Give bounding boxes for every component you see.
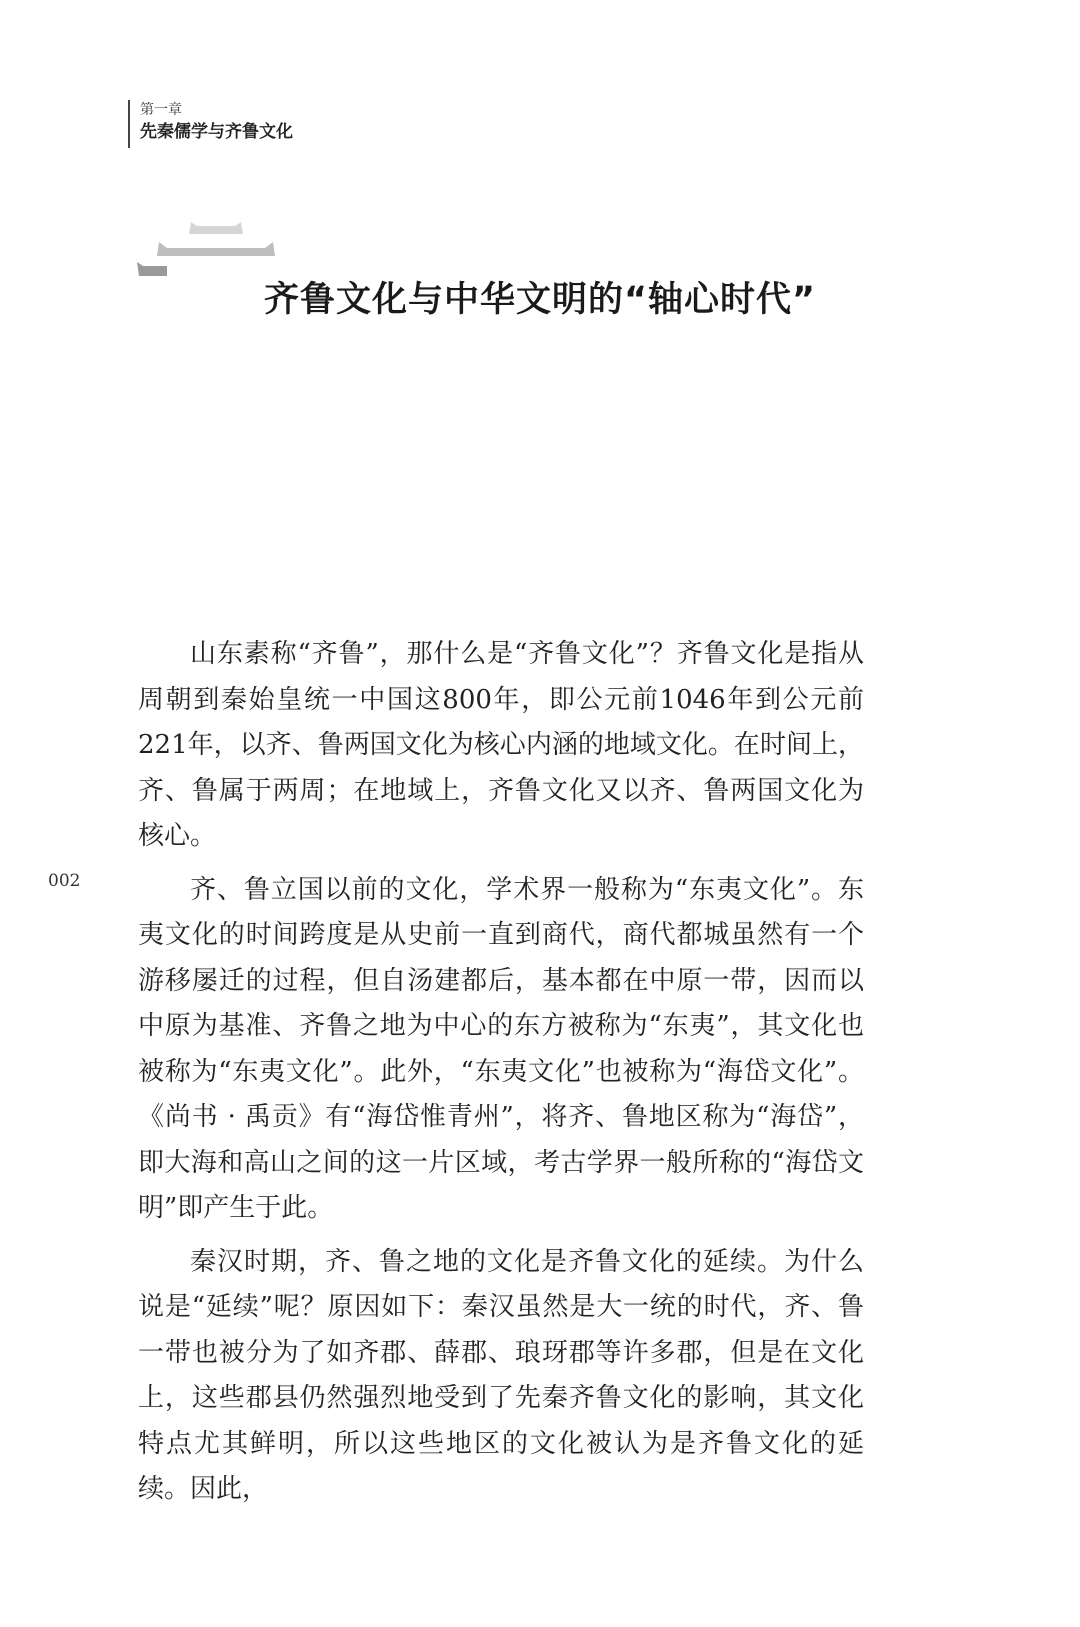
body-text (138, 632, 864, 1521)
chapter-title: 先秦儒学与齐鲁文化 (140, 122, 293, 142)
roof-tier-top (189, 222, 243, 234)
chapter-number: 第一章 (140, 102, 182, 118)
paragraph-2: 齐、鲁立国以前的文化，学术界一般称为“东夷文化”。东夷文化的时间跨度是从史前一直到商代，商代都城虽然有一个游移屡迁的过程，但自汤建都后，基本都在中原一带，因而以中原为基准、齐鲁之地为中心的东方被称为“东夷”，其文化也被称为“东夷文化”。此外，“东夷文化”也被称为“海岱文化”。《尚书 · 禹贡》有“海岱惟青州”，将齐、鲁地区称为“海岱”，即大海和高山之间的这一片区域，考古学界一般所称的“海岱文明”即产生于此。 (138, 874, 864, 1223)
roof-tier-middle (157, 242, 275, 256)
page-number: 002 (48, 871, 81, 891)
paragraph-1: 山东素称“齐鲁”，那什么是“齐鲁文化”？齐鲁文化是指从周朝到秦始皇统一中国这800年，即公元前1046年到公元前221年，以齐、鲁两国文化为核心内涵的地域文化。在时间上，齐、鲁属于两周；在地域上，齐鲁文化又以齐、鲁两国文化为核心。 (138, 639, 864, 851)
running-header (128, 100, 293, 148)
section-title: 齐鲁文化与中华文明的“轴心时代” (263, 280, 816, 320)
roof-eaves-icon (135, 212, 285, 282)
paragraph-3: 秦汉时期，齐、鲁之地的文化是齐鲁文化的延续。为什么说是“延续”呢？原因如下：秦汉虽然是大一统的时代，齐、鲁一带也被分为了如齐郡、薛郡、琅玡郡等许多郡，但是在文化上，这些郡县仍然强烈地受到了先秦齐鲁文化的影响，其文化特点尤其鲜明，所以这些地区的文化被认为是齐鲁文化的延续。因此， (138, 1246, 864, 1504)
roof-tier-bottom (137, 262, 167, 276)
